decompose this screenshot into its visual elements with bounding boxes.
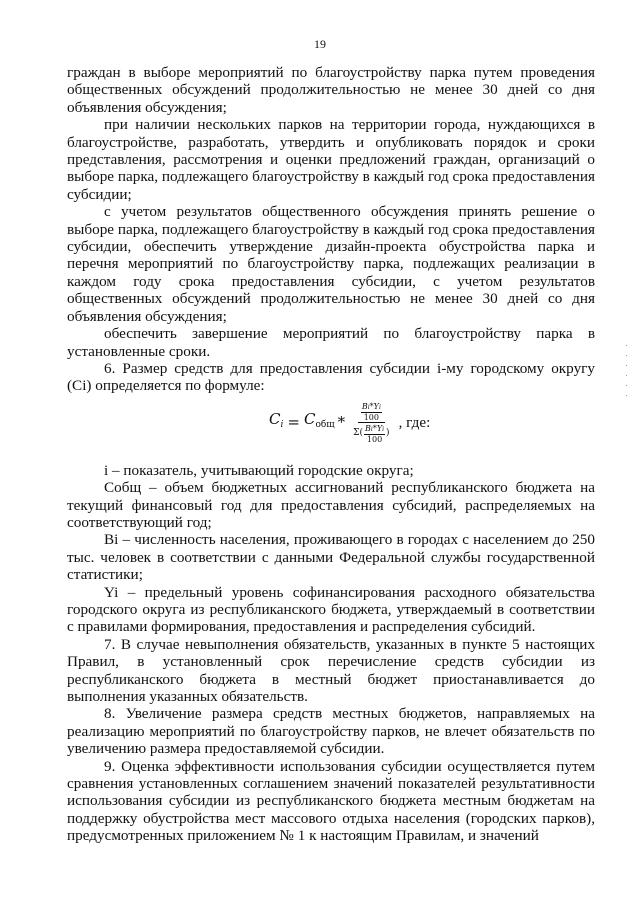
- subsidy-formula: [269, 402, 430, 444]
- formula-lhs: $C_i$: [269, 410, 284, 431]
- formula-rhs: $C_{общ}$: [303, 410, 335, 431]
- page-number: 19: [314, 37, 326, 51]
- scan-edge-marks: [626, 345, 630, 405]
- formula-tail: , где:: [398, 414, 431, 432]
- paragraph-item-9: 9. Оценка эффективности использования субсидии осуществляется путем сравнения установленных соглашением значений показателей результативности использования субсидии из республиканского бюджета местным бюджетам на поддержку обустройства мест массового отдыха населения (городских парков), предусмотренных приложением № 1 к настоящим Правилам, и значений: [67, 757, 595, 845]
- definition-c-total: Cобщ – объем бюджетных ассигнований республиканского бюджета на текущий финансовый год для предоставления субсидий, распределяемых на соответствующий год;: [67, 479, 595, 531]
- definition-i: i – показатель, учитывающий городские округа;: [104, 461, 414, 479]
- paragraph: с учетом результатов общественного обсуждения принять решение о выборе парка, подлежащего благоустройству в каждый год срока предоставления субсидии, обеспечить утверждение дизайн-проекта обустройства парка и перечня мероприятий по благоустройству парка, подлежащих реализации в каждом году срока предоставления субсидии, с учетом результатов общественных обсуждений продолжительностью не менее 30 дней со дня объявления обсуждения;: [67, 203, 595, 325]
- paragraph-item-7: 7. В случае невыполнения обязательств, указанных в пункте 5 настоящих Правил, в установленный срок перечисление средств субсидии из республиканского бюджета в местный бюджет приостанавливается до выполнения указанных обязательств.: [67, 635, 595, 705]
- document-body: [67, 64, 595, 845]
- formula-multiply: *: [337, 413, 346, 432]
- formula-equals: =: [287, 413, 300, 432]
- paragraph-item-8: 8. Увеличение размера средств местных бюджетов, направляемых на реализацию мероприятий по благоустройству парков, не влечет обязательств по увеличению размера предоставляемой субсидии.: [67, 705, 595, 758]
- formula-fraction: [351, 402, 391, 444]
- definition-y: Yi – предельный уровень софинансирования расходного обязательства городского округа из республиканского бюджета, утверждаемый в соответствии с правилами формирования, предоставления и распределения субсидий.: [67, 583, 595, 636]
- paragraph: граждан в выборе мероприятий по благоустройству парка путем проведения общественных обсуждений продолжительностью не менее 30 дней со дня объявления обсуждения;: [67, 64, 595, 116]
- formula-block: [67, 398, 595, 458]
- paragraph: при наличии нескольких парков на территории города, нуждающихся в благоустройстве, разработать, утвердить и опубликовать порядок и сроки представления, рассмотрения и оценки предложений граждан, организаций о выборе парка, подлежащего благоустройству в каждый год срока предоставления субсидии;: [67, 116, 595, 203]
- formula-denominator: Σ( $\frac{Bi*Yi}{100}$ ): [353, 423, 390, 444]
- paragraph: обеспечить завершение мероприятий по благоустройству парка в установленные сроки.: [67, 325, 595, 360]
- formula-numerator: $\frac{Bi*Yi}{100}$: [358, 402, 385, 423]
- definition-b: Bi – численность населения, проживающего в городах с населением до 250 тыс. человек в соответствии с данными Федеральной службы государственной статистики;: [67, 531, 595, 584]
- paragraph-item-6: 6. Размер средств для предоставления субсидии i-му городскому округу (Ci) определяется по формуле:: [67, 359, 595, 395]
